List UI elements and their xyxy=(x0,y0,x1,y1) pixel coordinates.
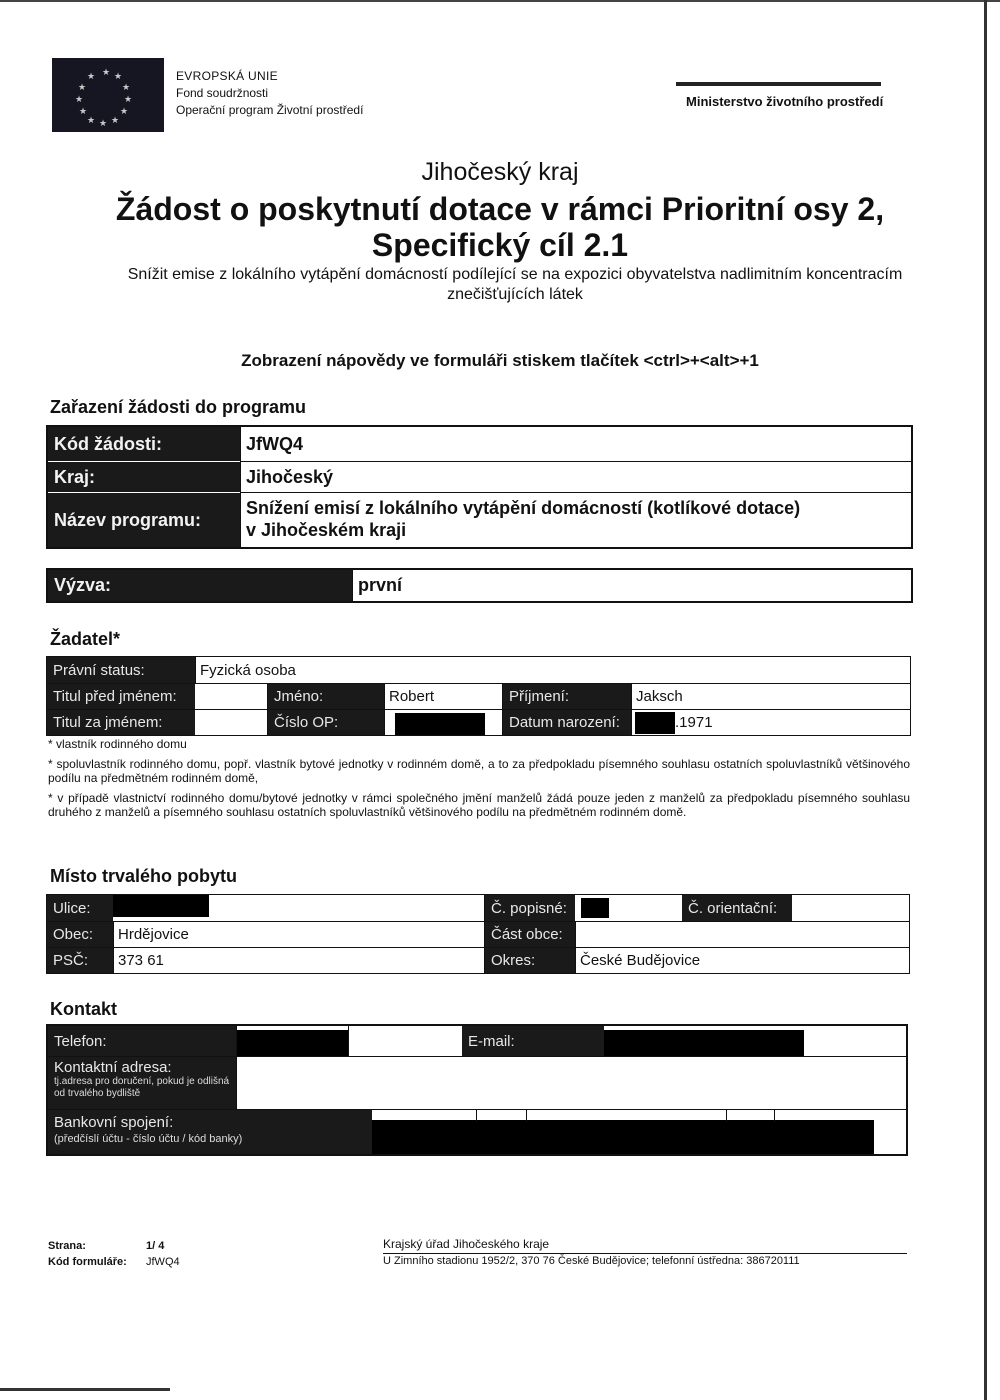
program-name-line-2: v Jihočeském kraji xyxy=(246,520,407,540)
program-name-row xyxy=(48,493,911,547)
bank-account-redacted xyxy=(372,1120,874,1154)
bank-hint: (předčíslí účtu - číslo účtu / kód banky) xyxy=(54,1133,243,1145)
contact-section-title: Kontakt xyxy=(50,999,117,1019)
title-after-label: Titul za jménem: xyxy=(47,710,195,735)
birth-date-label: Datum narození: xyxy=(503,710,631,735)
residence-section-title: Místo trvalého pobytu xyxy=(50,866,238,886)
main-title xyxy=(0,191,1000,263)
footnote-3: * v případě vlastnictví rodinného domu/bytové jednotky v rámci společného jmění manželů žádá pouze jeden z manželů za předpokladu písemného souhlasu druhého z manželů a písemného souhlasu ostatních spoluvlastníků většinového podílu na předmětném rodinném domě. xyxy=(48,791,910,819)
main-title-line-1: Žádost o poskytnutí dotace v rámci Prioritní osy 2, xyxy=(115,191,885,227)
call-value[interactable]: první xyxy=(358,575,403,595)
zip-value[interactable]: 373 61 xyxy=(118,952,164,969)
form-code-value: JfWQ4 xyxy=(146,1256,180,1268)
eu-line-3: Operační program Životní prostředí xyxy=(176,103,364,117)
title-before-value[interactable] xyxy=(196,684,267,709)
code-row xyxy=(48,427,911,461)
divider xyxy=(526,1110,527,1122)
address-hint: tj.adresa pro doručení, pokud je odlišná od trvalého bydliště xyxy=(54,1076,230,1099)
region-row xyxy=(48,462,911,492)
divider xyxy=(113,921,114,973)
address-label: Kontaktní adresa: xyxy=(54,1059,172,1076)
district-label: Okres: xyxy=(485,948,575,973)
id-card-redacted xyxy=(395,713,485,735)
birth-date-redacted xyxy=(635,712,675,734)
first-name-label: Jméno: xyxy=(268,684,384,709)
house-number-redacted xyxy=(581,898,609,918)
bank-label-cell xyxy=(48,1110,372,1154)
town-label: Obec: xyxy=(47,922,113,947)
program-table xyxy=(46,425,913,549)
orientation-number-value[interactable] xyxy=(793,895,909,921)
title-before-label: Titul před jménem: xyxy=(47,684,195,709)
applicant-section-title: Žadatel* xyxy=(50,629,121,649)
footnote-1: * vlastník rodinného domu xyxy=(48,737,187,751)
zip-label: PSČ: xyxy=(47,948,113,973)
town-value[interactable]: Hrdějovice xyxy=(118,926,189,943)
page-label: Strana: xyxy=(48,1240,86,1252)
contact-table xyxy=(46,1024,908,1156)
region-title: Jihočeský kraj xyxy=(421,158,579,186)
form-code-label: Kód formuláře: xyxy=(48,1256,127,1268)
phone-redacted xyxy=(236,1030,348,1056)
footer-right xyxy=(383,1237,907,1269)
divider xyxy=(236,1026,237,1110)
birth-date-value[interactable]: .1971 xyxy=(675,714,713,731)
divider xyxy=(352,570,353,601)
title-after-value[interactable] xyxy=(196,710,267,735)
email-label: E-mail: xyxy=(462,1026,604,1056)
code-value[interactable]: JfWQ4 xyxy=(246,433,304,454)
divider xyxy=(195,657,196,683)
bank-label: Bankovní spojení: xyxy=(54,1114,174,1131)
street-redacted xyxy=(113,895,209,917)
eu-flag-logo: ★ ★ ★ ★ ★ ★ ★ ★ ★ ★ ★ ★ xyxy=(52,58,164,132)
footnote-2: * spoluvlastník rodinného domu, popř. vlastník bytové jednotky v rodinném domě, a to za předpokladu písemného souhlasu ostatních spoluvlastníků většinového podílu na předmětném rodinném domě, xyxy=(48,757,910,785)
divider xyxy=(484,895,485,973)
legal-status-value[interactable]: Fyzická osoba xyxy=(200,661,296,679)
eu-line-1: EVROPSKÁ UNIE xyxy=(176,69,278,83)
page-number: 1/ 4 xyxy=(146,1240,165,1252)
program-name-value[interactable] xyxy=(242,493,911,547)
main-title-line-2: Specifický cíl 2.1 xyxy=(371,227,629,263)
program-section-title: Zařazení žádosti do programu xyxy=(50,397,307,417)
ministry-logo-bar xyxy=(676,82,881,86)
orientation-number-label: Č. orientační: xyxy=(682,895,792,921)
address-value[interactable] xyxy=(237,1057,906,1109)
program-name-line-1: Snížení emisí z lokálního vytápění domácností (kotlíkové dotace) xyxy=(246,498,801,518)
footer-left xyxy=(48,1238,180,1270)
divider xyxy=(240,427,241,547)
eu-text-block xyxy=(176,68,363,119)
divider xyxy=(348,1026,349,1056)
email-redacted xyxy=(604,1030,804,1056)
residence-table xyxy=(46,894,910,974)
surname-value[interactable]: Jaksch xyxy=(636,688,683,705)
office-address: U Zimního stadionu 1952/2, 370 76 České Budějovice; telefonní ústředna: 386720111 xyxy=(383,1255,800,1267)
divider xyxy=(476,1110,477,1122)
street-label: Ulice: xyxy=(47,895,113,921)
scan-edge-top xyxy=(0,0,1000,2)
divider xyxy=(774,1110,775,1122)
divider xyxy=(267,684,268,735)
scan-edge-bottom xyxy=(0,1388,170,1391)
address-label-cell xyxy=(48,1057,236,1109)
surname-label: Příjmení: xyxy=(503,684,631,709)
divider xyxy=(502,684,503,735)
town-part-value[interactable] xyxy=(576,922,909,947)
divider xyxy=(575,921,576,973)
ministry-name: Ministerstvo životního prostředí xyxy=(686,94,884,109)
applicant-table xyxy=(46,656,911,736)
office-name: Krajský úřad Jihočeského kraje xyxy=(383,1237,907,1254)
house-number-label: Č. popisné: xyxy=(485,895,575,921)
district-value[interactable]: České Budějovice xyxy=(580,952,701,969)
call-table xyxy=(46,568,913,603)
eu-line-2: Fond soudržnosti xyxy=(176,86,269,100)
legal-status-label: Právní status: xyxy=(47,657,195,683)
first-name-value[interactable]: Robert xyxy=(389,688,435,705)
program-name-label: Název programu: xyxy=(48,493,240,547)
help-hint: Zobrazení nápovědy ve formuláři stiskem tlačítek <ctrl>+<alt>+1 xyxy=(241,351,759,370)
divider xyxy=(631,684,632,735)
code-label: Kód žádosti: xyxy=(48,427,240,461)
id-card-label: Číslo OP: xyxy=(268,710,384,735)
phone-label: Telefon: xyxy=(48,1026,236,1056)
divider xyxy=(726,1110,727,1122)
divider xyxy=(384,684,385,735)
subtitle: Snížit emise z lokálního vytápění domácností podílející se na expozici obyvatelstva nadlimitním koncentracím znečišťujících látek xyxy=(127,266,903,303)
region-label: Kraj: xyxy=(48,462,240,492)
call-label: Výzva: xyxy=(48,570,352,601)
town-part-label: Část obce: xyxy=(485,922,575,947)
region-value[interactable]: Jihočeský xyxy=(246,466,334,487)
